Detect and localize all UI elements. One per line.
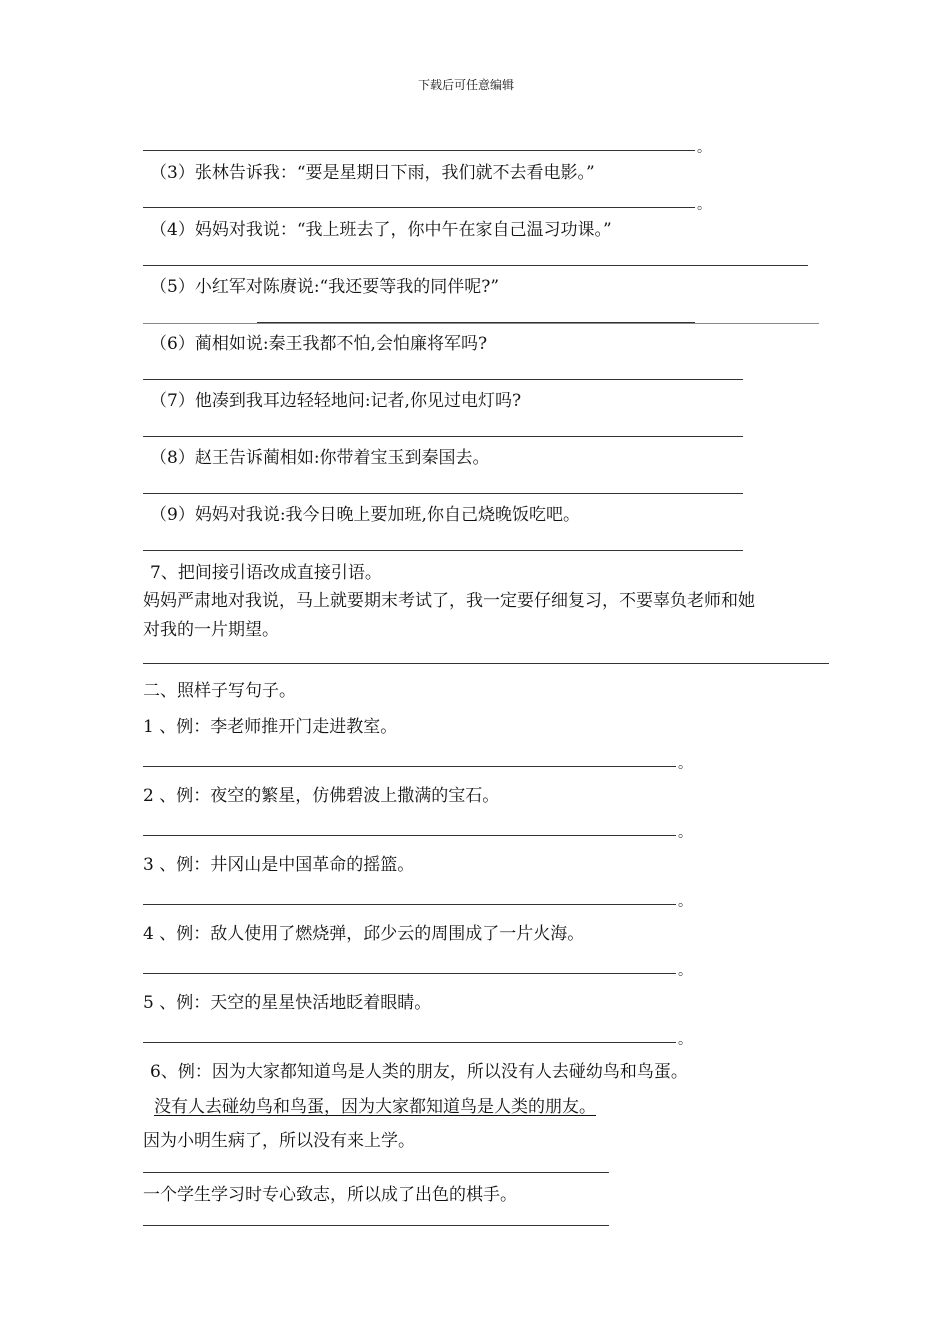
question-item: （7）他凑到我耳边轻轻地问:记者,你见过电灯吗? <box>150 391 522 411</box>
example-item: 1 、例：李老师推开门走进教室。 <box>143 717 398 737</box>
period-mark: 。 <box>678 756 692 772</box>
answer-line <box>143 379 743 380</box>
example-item: 5 、例：天空的星星快活地眨着眼睛。 <box>143 993 432 1013</box>
task-sentence: 一个学生学习时专心致志，所以成了出色的棋手。 <box>143 1185 517 1205</box>
answer-line <box>257 322 695 323</box>
section-title: 二、照样子写句子。 <box>143 681 296 701</box>
question-text: 对我的一片期望。 <box>143 620 279 640</box>
answer-line <box>143 323 819 324</box>
question-title: 7、把间接引语改成直接引语。 <box>150 563 382 583</box>
period-mark: 。 <box>678 825 692 841</box>
task-sentence: 因为小明生病了，所以没有来上学。 <box>143 1131 415 1151</box>
example-item: 3 、例：井冈山是中国革命的摇篮。 <box>143 855 415 875</box>
answer-line <box>143 1225 609 1226</box>
answer-line <box>143 1172 609 1173</box>
question-item: （9）妈妈对我说:我今日晚上要加班,你自己烧晚饭吃吧。 <box>150 505 580 525</box>
answer-line <box>143 973 676 974</box>
answer-line <box>143 150 695 151</box>
question-item: （8）赵王告诉蔺相如:你带着宝玉到秦国去。 <box>150 448 490 468</box>
question-item: （6）蔺相如说:秦王我都不怕,会怕廉将军吗? <box>150 334 488 354</box>
example-item: 6、例：因为大家都知道鸟是人类的朋友，所以没有人去碰幼鸟和鸟蛋。 <box>150 1062 688 1082</box>
example-item: 4 、例：敌人使用了燃烧弹，邱少云的周围成了一片火海。 <box>143 924 585 944</box>
answer-line <box>143 436 743 437</box>
period-mark: 。 <box>678 963 692 979</box>
model-answer: 没有人去碰幼鸟和鸟蛋，因为大家都知道鸟是人类的朋友。 <box>154 1097 596 1117</box>
answer-line <box>143 207 695 208</box>
answer-line <box>143 550 743 551</box>
period-mark: 。 <box>678 1032 692 1048</box>
period-mark: 。 <box>697 140 711 156</box>
answer-line <box>143 835 676 836</box>
period-mark: 。 <box>697 197 711 213</box>
answer-line <box>143 663 829 664</box>
page-header: 下载后可任意编辑 <box>418 78 515 92</box>
example-item: 2 、例：夜空的繁星，仿佛碧波上撒满的宝石。 <box>143 786 500 806</box>
answer-line <box>143 904 676 905</box>
question-text: 妈妈严肃地对我说，马上就要期末考试了，我一定要仔细复习，不要辜负老师和她 <box>143 591 755 611</box>
question-item: （5）小红军对陈赓说:“我还要等我的同伴呢?” <box>150 277 500 297</box>
question-item: （4）妈妈对我说：“我上班去了，你中午在家自己温习功课。” <box>150 220 612 240</box>
answer-line <box>143 265 808 266</box>
answer-line <box>143 766 676 767</box>
answer-line <box>143 1042 676 1043</box>
period-mark: 。 <box>678 894 692 910</box>
answer-line <box>143 493 743 494</box>
question-item: （3）张林告诉我：“要是星期日下雨，我们就不去看电影。” <box>150 163 595 183</box>
